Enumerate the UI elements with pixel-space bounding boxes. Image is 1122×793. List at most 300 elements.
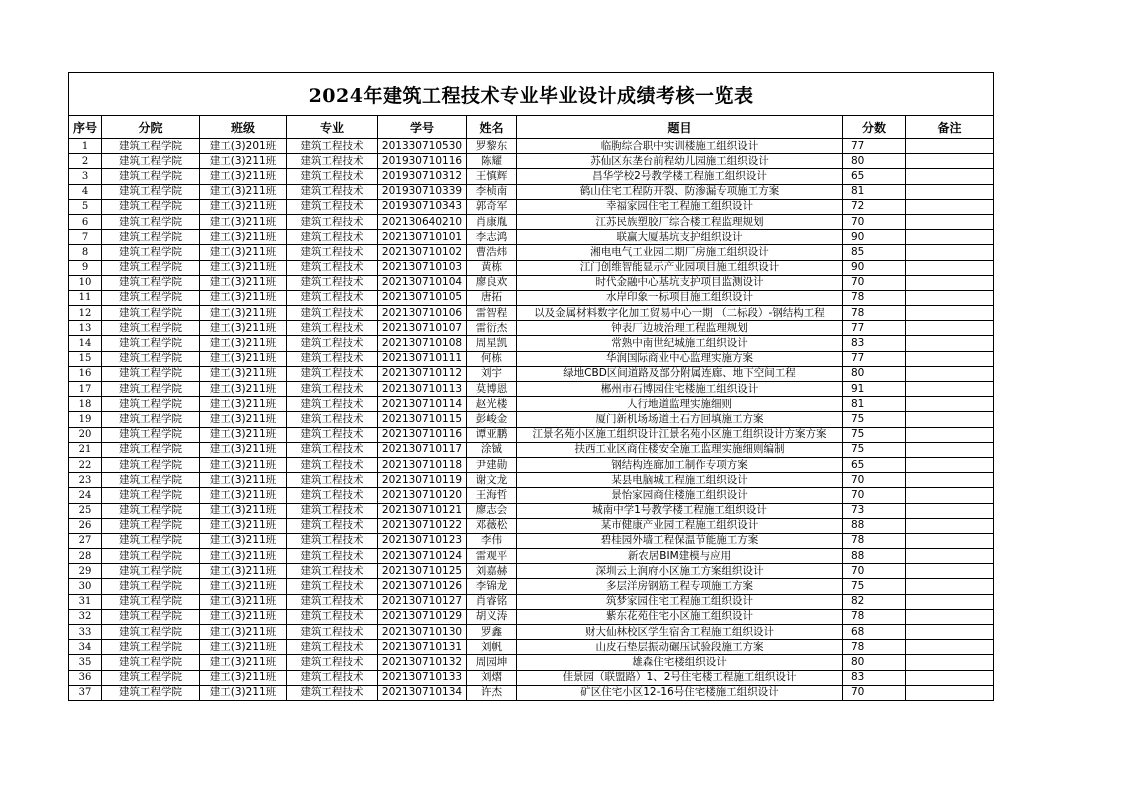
cell-name: 许杰: [467, 685, 517, 700]
cell-class: 建工(3)211班: [200, 199, 287, 214]
cell-major: 建筑工程技术: [287, 579, 378, 594]
cell-topic: 水岸印象一标项目施工组织设计: [517, 290, 843, 305]
cell-score: 81: [843, 184, 906, 199]
cell-student-id: 202130710102: [378, 245, 467, 260]
cell-class: 建工(3)211班: [200, 214, 287, 229]
cell-student-id: 201930710343: [378, 199, 467, 214]
cell-remark: [906, 473, 994, 488]
cell-college: 建筑工程学院: [102, 473, 200, 488]
cell-topic: 时代金融中心基坑支护项目监测设计: [517, 275, 843, 290]
cell-remark: [906, 169, 994, 184]
cell-college: 建筑工程学院: [102, 488, 200, 503]
cell-score: 68: [843, 625, 906, 640]
cell-seq: 17: [69, 382, 102, 397]
cell-seq: 21: [69, 442, 102, 457]
cell-name: 谢文龙: [467, 473, 517, 488]
cell-score: 65: [843, 457, 906, 472]
cell-topic: 某市健康产业园工程施工组织设计: [517, 518, 843, 533]
table-row: [69, 321, 994, 336]
cell-remark: [906, 549, 994, 564]
cell-student-id: 202130710127: [378, 594, 467, 609]
cell-remark: [906, 457, 994, 472]
cell-student-id: 202130710115: [378, 412, 467, 427]
cell-seq: 27: [69, 533, 102, 548]
cell-score: 70: [843, 275, 906, 290]
cell-college: 建筑工程学院: [102, 609, 200, 624]
cell-seq: 13: [69, 321, 102, 336]
cell-name: 廖志会: [467, 503, 517, 518]
cell-class: 建工(3)211班: [200, 640, 287, 655]
cell-college: 建筑工程学院: [102, 533, 200, 548]
cell-seq: 3: [69, 169, 102, 184]
cell-college: 建筑工程学院: [102, 427, 200, 442]
cell-remark: [906, 275, 994, 290]
cell-student-id: 202130710112: [378, 366, 467, 381]
cell-name: 谭亚鹏: [467, 427, 517, 442]
cell-class: 建工(3)211班: [200, 457, 287, 472]
cell-score: 77: [843, 351, 906, 366]
cell-seq: 15: [69, 351, 102, 366]
cell-college: 建筑工程学院: [102, 184, 200, 199]
cell-score: 78: [843, 640, 906, 655]
cell-class: 建工(3)201班: [200, 139, 287, 154]
cell-score: 83: [843, 670, 906, 685]
cell-major: 建筑工程技术: [287, 457, 378, 472]
cell-college: 建筑工程学院: [102, 397, 200, 412]
cell-score: 78: [843, 533, 906, 548]
cell-class: 建工(3)211班: [200, 321, 287, 336]
header-class: 班级: [200, 116, 287, 139]
cell-score: 78: [843, 306, 906, 321]
cell-college: 建筑工程学院: [102, 230, 200, 245]
cell-major: 建筑工程技术: [287, 397, 378, 412]
cell-major: 建筑工程技术: [287, 139, 378, 154]
table-row: [69, 412, 994, 427]
cell-class: 建工(3)211班: [200, 625, 287, 640]
cell-college: 建筑工程学院: [102, 245, 200, 260]
cell-remark: [906, 366, 994, 381]
cell-remark: [906, 442, 994, 457]
table-row: [69, 640, 994, 655]
cell-college: 建筑工程学院: [102, 655, 200, 670]
cell-score: 91: [843, 382, 906, 397]
cell-score: 90: [843, 260, 906, 275]
cell-class: 建工(3)211班: [200, 609, 287, 624]
header-student-id: 学号: [378, 116, 467, 139]
cell-topic: 常熟中南世纪城施工组织设计: [517, 336, 843, 351]
cell-seq: 1: [69, 139, 102, 154]
cell-score: 77: [843, 139, 906, 154]
cell-college: 建筑工程学院: [102, 321, 200, 336]
table-row: [69, 154, 994, 169]
cell-topic: 某县电脑城工程施工组织设计: [517, 473, 843, 488]
cell-remark: [906, 139, 994, 154]
cell-seq: 34: [69, 640, 102, 655]
cell-class: 建工(3)211班: [200, 594, 287, 609]
cell-topic: 江景名苑小区施工组织设计江景名苑小区施工组织设计方案方案: [517, 427, 843, 442]
cell-student-id: 202130710125: [378, 564, 467, 579]
table-row: [69, 655, 994, 670]
cell-seq: 23: [69, 473, 102, 488]
cell-score: 81: [843, 397, 906, 412]
cell-score: 75: [843, 412, 906, 427]
cell-class: 建工(3)211班: [200, 154, 287, 169]
cell-class: 建工(3)211班: [200, 442, 287, 457]
cell-seq: 14: [69, 336, 102, 351]
cell-seq: 28: [69, 549, 102, 564]
table-body: [69, 139, 994, 701]
cell-student-id: 202130710124: [378, 549, 467, 564]
header-name: 姓名: [467, 116, 517, 139]
cell-class: 建工(3)211班: [200, 290, 287, 305]
cell-remark: [906, 184, 994, 199]
cell-seq: 20: [69, 427, 102, 442]
cell-major: 建筑工程技术: [287, 260, 378, 275]
table-row: [69, 169, 994, 184]
cell-topic: 山皮石垫层振动碾压试验段施工方案: [517, 640, 843, 655]
cell-class: 建工(3)211班: [200, 275, 287, 290]
cell-college: 建筑工程学院: [102, 351, 200, 366]
cell-major: 建筑工程技术: [287, 564, 378, 579]
cell-major: 建筑工程技术: [287, 473, 378, 488]
cell-student-id: 202130710114: [378, 397, 467, 412]
header-major: 专业: [287, 116, 378, 139]
cell-name: 雷衍杰: [467, 321, 517, 336]
table-row: [69, 290, 994, 305]
cell-major: 建筑工程技术: [287, 169, 378, 184]
table-row: [69, 427, 994, 442]
cell-topic: 联赢大厦基坑支护组织设计: [517, 230, 843, 245]
cell-name: 肖康胤: [467, 214, 517, 229]
cell-seq: 19: [69, 412, 102, 427]
cell-remark: [906, 306, 994, 321]
cell-major: 建筑工程技术: [287, 670, 378, 685]
cell-class: 建工(3)211班: [200, 351, 287, 366]
cell-remark: [906, 594, 994, 609]
cell-student-id: 201930710339: [378, 184, 467, 199]
cell-student-id: 202130710117: [378, 442, 467, 457]
header-score: 分数: [843, 116, 906, 139]
cell-topic: 财大仙林校区学生宿舍工程施工组织设计: [517, 625, 843, 640]
cell-seq: 32: [69, 609, 102, 624]
table-row: [69, 685, 994, 700]
cell-topic: 鹤山住宅工程防开裂、防渗漏专项施工方案: [517, 184, 843, 199]
cell-seq: 22: [69, 457, 102, 472]
table-row: [69, 366, 994, 381]
page-title: 2024年建筑工程技术专业毕业设计成绩考核一览表: [69, 73, 994, 116]
cell-class: 建工(3)211班: [200, 427, 287, 442]
cell-remark: [906, 245, 994, 260]
cell-major: 建筑工程技术: [287, 442, 378, 457]
cell-college: 建筑工程学院: [102, 549, 200, 564]
cell-major: 建筑工程技术: [287, 503, 378, 518]
cell-college: 建筑工程学院: [102, 442, 200, 457]
cell-name: 刘宇: [467, 366, 517, 381]
cell-student-id: 202130710121: [378, 503, 467, 518]
cell-score: 75: [843, 442, 906, 457]
cell-class: 建工(3)211班: [200, 184, 287, 199]
table-row: [69, 351, 994, 366]
cell-name: 李桢南: [467, 184, 517, 199]
cell-name: 刘熠: [467, 670, 517, 685]
cell-score: 83: [843, 336, 906, 351]
cell-major: 建筑工程技术: [287, 184, 378, 199]
cell-class: 建工(3)211班: [200, 549, 287, 564]
cell-seq: 33: [69, 625, 102, 640]
table-row: [69, 382, 994, 397]
cell-name: 郭奇军: [467, 199, 517, 214]
cell-remark: [906, 199, 994, 214]
cell-student-id: 202130640210: [378, 214, 467, 229]
cell-major: 建筑工程技术: [287, 154, 378, 169]
cell-class: 建工(3)211班: [200, 655, 287, 670]
cell-college: 建筑工程学院: [102, 336, 200, 351]
cell-score: 70: [843, 214, 906, 229]
cell-name: 赵光楼: [467, 397, 517, 412]
cell-class: 建工(3)211班: [200, 473, 287, 488]
cell-college: 建筑工程学院: [102, 503, 200, 518]
cell-major: 建筑工程技术: [287, 427, 378, 442]
cell-seq: 36: [69, 670, 102, 685]
cell-major: 建筑工程技术: [287, 290, 378, 305]
cell-student-id: 202130710108: [378, 336, 467, 351]
cell-seq: 9: [69, 260, 102, 275]
cell-class: 建工(3)211班: [200, 336, 287, 351]
cell-topic: 人行地道监理实施细则: [517, 397, 843, 412]
cell-remark: [906, 640, 994, 655]
cell-seq: 5: [69, 199, 102, 214]
cell-remark: [906, 503, 994, 518]
cell-college: 建筑工程学院: [102, 214, 200, 229]
cell-topic: 绿地CBD区间道路及部分附属连廊、地下空间工程: [517, 366, 843, 381]
cell-college: 建筑工程学院: [102, 625, 200, 640]
cell-score: 80: [843, 154, 906, 169]
cell-remark: [906, 351, 994, 366]
cell-topic: 临朐综合职中实训楼施工组织设计: [517, 139, 843, 154]
table-row: [69, 564, 994, 579]
cell-topic: 筑梦家园住宅工程施工组织设计: [517, 594, 843, 609]
cell-seq: 12: [69, 306, 102, 321]
cell-remark: [906, 397, 994, 412]
cell-student-id: 202130710130: [378, 625, 467, 640]
cell-college: 建筑工程学院: [102, 382, 200, 397]
cell-major: 建筑工程技术: [287, 488, 378, 503]
cell-class: 建工(3)211班: [200, 503, 287, 518]
cell-name: 陈耀: [467, 154, 517, 169]
cell-topic: 以及金属材料数字化加工贸易中心一期 （二标段）-钢结构工程: [517, 306, 843, 321]
cell-major: 建筑工程技术: [287, 199, 378, 214]
cell-name: 雷智程: [467, 306, 517, 321]
cell-score: 70: [843, 473, 906, 488]
cell-class: 建工(3)211班: [200, 685, 287, 700]
cell-major: 建筑工程技术: [287, 655, 378, 670]
cell-seq: 24: [69, 488, 102, 503]
cell-college: 建筑工程学院: [102, 518, 200, 533]
cell-seq: 30: [69, 579, 102, 594]
cell-remark: [906, 685, 994, 700]
cell-topic: 新农居BIM建模与应用: [517, 549, 843, 564]
cell-class: 建工(3)211班: [200, 230, 287, 245]
cell-score: 80: [843, 655, 906, 670]
table-row: [69, 670, 994, 685]
score-table: [68, 72, 994, 701]
cell-major: 建筑工程技术: [287, 214, 378, 229]
header-row: [69, 116, 994, 139]
cell-name: 雷观平: [467, 549, 517, 564]
cell-name: 胡义涛: [467, 609, 517, 624]
cell-score: 72: [843, 199, 906, 214]
cell-score: 90: [843, 230, 906, 245]
cell-remark: [906, 336, 994, 351]
cell-student-id: 202130710122: [378, 518, 467, 533]
cell-seq: 11: [69, 290, 102, 305]
cell-class: 建工(3)211班: [200, 306, 287, 321]
cell-score: 77: [843, 321, 906, 336]
cell-college: 建筑工程学院: [102, 366, 200, 381]
header-seq: 序号: [69, 116, 102, 139]
table-row: [69, 306, 994, 321]
table-row: [69, 579, 994, 594]
cell-topic: 矿区住宅小区12-16号住宅楼施工组织设计: [517, 685, 843, 700]
cell-class: 建工(3)211班: [200, 169, 287, 184]
cell-remark: [906, 625, 994, 640]
cell-seq: 25: [69, 503, 102, 518]
cell-score: 80: [843, 366, 906, 381]
table-row: [69, 230, 994, 245]
cell-seq: 35: [69, 655, 102, 670]
cell-class: 建工(3)211班: [200, 260, 287, 275]
table-row: [69, 533, 994, 548]
header-college: 分院: [102, 116, 200, 139]
cell-name: 唐拓: [467, 290, 517, 305]
cell-topic: 扶西工业区商住楼安全施工监理实施细则编制: [517, 442, 843, 457]
cell-student-id: 201330710530: [378, 139, 467, 154]
cell-name: 周园坤: [467, 655, 517, 670]
table-row: [69, 473, 994, 488]
cell-topic: 深圳云上润府小区施工方案组织设计: [517, 564, 843, 579]
cell-college: 建筑工程学院: [102, 640, 200, 655]
cell-score: 85: [843, 245, 906, 260]
table-row: [69, 503, 994, 518]
cell-college: 建筑工程学院: [102, 579, 200, 594]
cell-student-id: 202130710118: [378, 457, 467, 472]
cell-remark: [906, 670, 994, 685]
cell-topic: 多层洋房钢筋工程专项施工方案: [517, 579, 843, 594]
cell-college: 建筑工程学院: [102, 290, 200, 305]
table-row: [69, 397, 994, 412]
table-row: [69, 549, 994, 564]
table-row: [69, 139, 994, 154]
cell-score: 78: [843, 609, 906, 624]
cell-topic: 幸福家园住宅工程施工组织设计: [517, 199, 843, 214]
cell-name: 涂铖: [467, 442, 517, 457]
header-remark: 备注: [906, 116, 994, 139]
cell-topic: 城南中学1号教学楼工程施工组织设计: [517, 503, 843, 518]
cell-college: 建筑工程学院: [102, 670, 200, 685]
cell-student-id: 202130710116: [378, 427, 467, 442]
cell-topic: 景怡家园商住楼施工组织设计: [517, 488, 843, 503]
cell-name: 廖良欢: [467, 275, 517, 290]
cell-topic: 钟表厂边坡治理工程监理规划: [517, 321, 843, 336]
cell-major: 建筑工程技术: [287, 518, 378, 533]
cell-major: 建筑工程技术: [287, 685, 378, 700]
cell-student-id: 202130710131: [378, 640, 467, 655]
cell-topic: 湘电电气工业园二期厂房施工组织设计: [517, 245, 843, 260]
cell-name: 黄栋: [467, 260, 517, 275]
cell-name: 李伟: [467, 533, 517, 548]
cell-seq: 6: [69, 214, 102, 229]
cell-name: 何栋: [467, 351, 517, 366]
cell-score: 73: [843, 503, 906, 518]
table-row: [69, 518, 994, 533]
cell-student-id: 202130710126: [378, 579, 467, 594]
cell-remark: [906, 518, 994, 533]
cell-topic: 佳景园（联盟路）1、2号住宅楼工程施工组织设计: [517, 670, 843, 685]
header-topic: 题目: [517, 116, 843, 139]
cell-college: 建筑工程学院: [102, 275, 200, 290]
cell-college: 建筑工程学院: [102, 685, 200, 700]
cell-topic: 华润国际商业中心监理实施方案: [517, 351, 843, 366]
table-row: [69, 625, 994, 640]
cell-student-id: 202130710113: [378, 382, 467, 397]
cell-seq: 31: [69, 594, 102, 609]
cell-college: 建筑工程学院: [102, 260, 200, 275]
cell-remark: [906, 154, 994, 169]
table-row: [69, 488, 994, 503]
table-row: [69, 609, 994, 624]
cell-major: 建筑工程技术: [287, 230, 378, 245]
table-row: [69, 594, 994, 609]
cell-remark: [906, 579, 994, 594]
cell-class: 建工(3)211班: [200, 533, 287, 548]
table-row: [69, 457, 994, 472]
cell-name: 李志鸿: [467, 230, 517, 245]
cell-major: 建筑工程技术: [287, 549, 378, 564]
cell-major: 建筑工程技术: [287, 609, 378, 624]
cell-student-id: 202130710129: [378, 609, 467, 624]
cell-class: 建工(3)211班: [200, 366, 287, 381]
cell-class: 建工(3)211班: [200, 488, 287, 503]
cell-score: 88: [843, 549, 906, 564]
cell-student-id: 202130710133: [378, 670, 467, 685]
cell-name: 王慎辉: [467, 169, 517, 184]
cell-name: 刘帆: [467, 640, 517, 655]
cell-major: 建筑工程技术: [287, 625, 378, 640]
cell-topic: 钢结构连廊加工制作专项方案: [517, 457, 843, 472]
cell-topic: 郴州市石博园住宅楼施工组织设计: [517, 382, 843, 397]
cell-college: 建筑工程学院: [102, 412, 200, 427]
cell-student-id: 202130710104: [378, 275, 467, 290]
cell-class: 建工(3)211班: [200, 397, 287, 412]
table-row: [69, 245, 994, 260]
cell-score: 65: [843, 169, 906, 184]
cell-seq: 18: [69, 397, 102, 412]
cell-name: 周星凯: [467, 336, 517, 351]
cell-seq: 8: [69, 245, 102, 260]
cell-student-id: 202130710107: [378, 321, 467, 336]
cell-remark: [906, 427, 994, 442]
cell-topic: 厦门新机场场道土石方回填施工方案: [517, 412, 843, 427]
table-row: [69, 275, 994, 290]
cell-remark: [906, 488, 994, 503]
cell-major: 建筑工程技术: [287, 245, 378, 260]
cell-topic: 江苏民族塑胶厂综合楼工程监理规划: [517, 214, 843, 229]
cell-remark: [906, 214, 994, 229]
cell-student-id: 201930710312: [378, 169, 467, 184]
cell-score: 70: [843, 564, 906, 579]
table-row: [69, 260, 994, 275]
cell-seq: 2: [69, 154, 102, 169]
